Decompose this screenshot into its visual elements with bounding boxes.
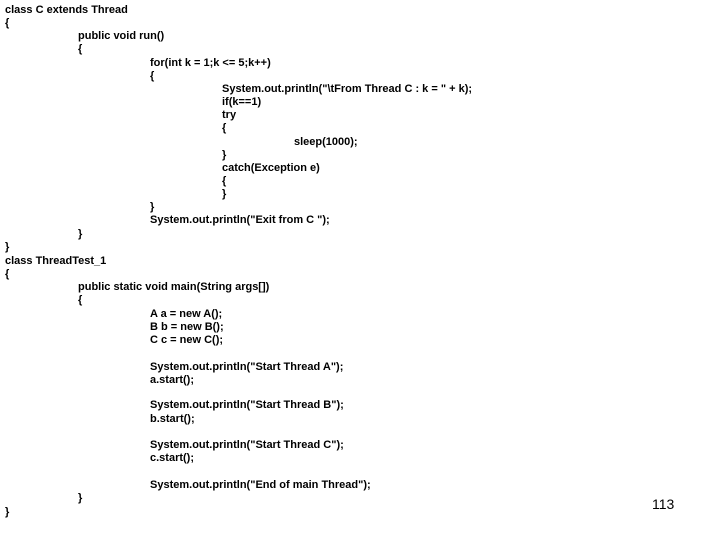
code-line: { [222,122,227,134]
code-line: public void run() [78,30,165,42]
code-line: System.out.println("\tFrom Thread C : k = " + k); [222,83,473,95]
code-line: } [78,228,83,240]
code-line: { [78,43,83,55]
code-line: class ThreadTest_1 [5,255,107,267]
code-line: C c = new C(); [150,334,224,346]
code-line: } [222,188,227,200]
code-line: } [78,492,83,504]
code-line: A a = new A(); [150,308,223,320]
code-line: System.out.println("Exit from C "); [150,214,330,226]
code-line: } [5,506,10,518]
code-line: } [222,149,227,161]
code-line: public static void main(String args[]) [78,281,270,293]
code-line: a.start(); [150,374,195,386]
code-line: System.out.println("Start Thread C"); [150,439,344,451]
code-line: { [5,17,10,29]
code-line: System.out.println("Start Thread B"); [150,399,344,411]
code-line: catch(Exception e) [222,162,320,174]
page-number: 113 [652,496,675,512]
code-line: sleep(1000); [294,136,358,148]
code-line: b.start(); [150,413,195,425]
code-line: for(int k = 1;k <= 5;k++) [150,57,271,69]
code-line: if(k==1) [222,96,262,108]
code-line: { [78,294,83,306]
code-line: { [150,70,155,82]
code-line: } [150,201,155,213]
code-line: } [5,241,10,253]
code-line: class C extends Thread [5,4,128,16]
code-line: System.out.println("Start Thread A"); [150,361,344,373]
code-line: { [5,268,10,280]
code-line: { [222,175,227,187]
code-line: c.start(); [150,452,195,464]
code-line: B b = new B(); [150,321,224,333]
code-line: System.out.println("End of main Thread"); [150,479,371,491]
code-line: try [222,109,237,121]
